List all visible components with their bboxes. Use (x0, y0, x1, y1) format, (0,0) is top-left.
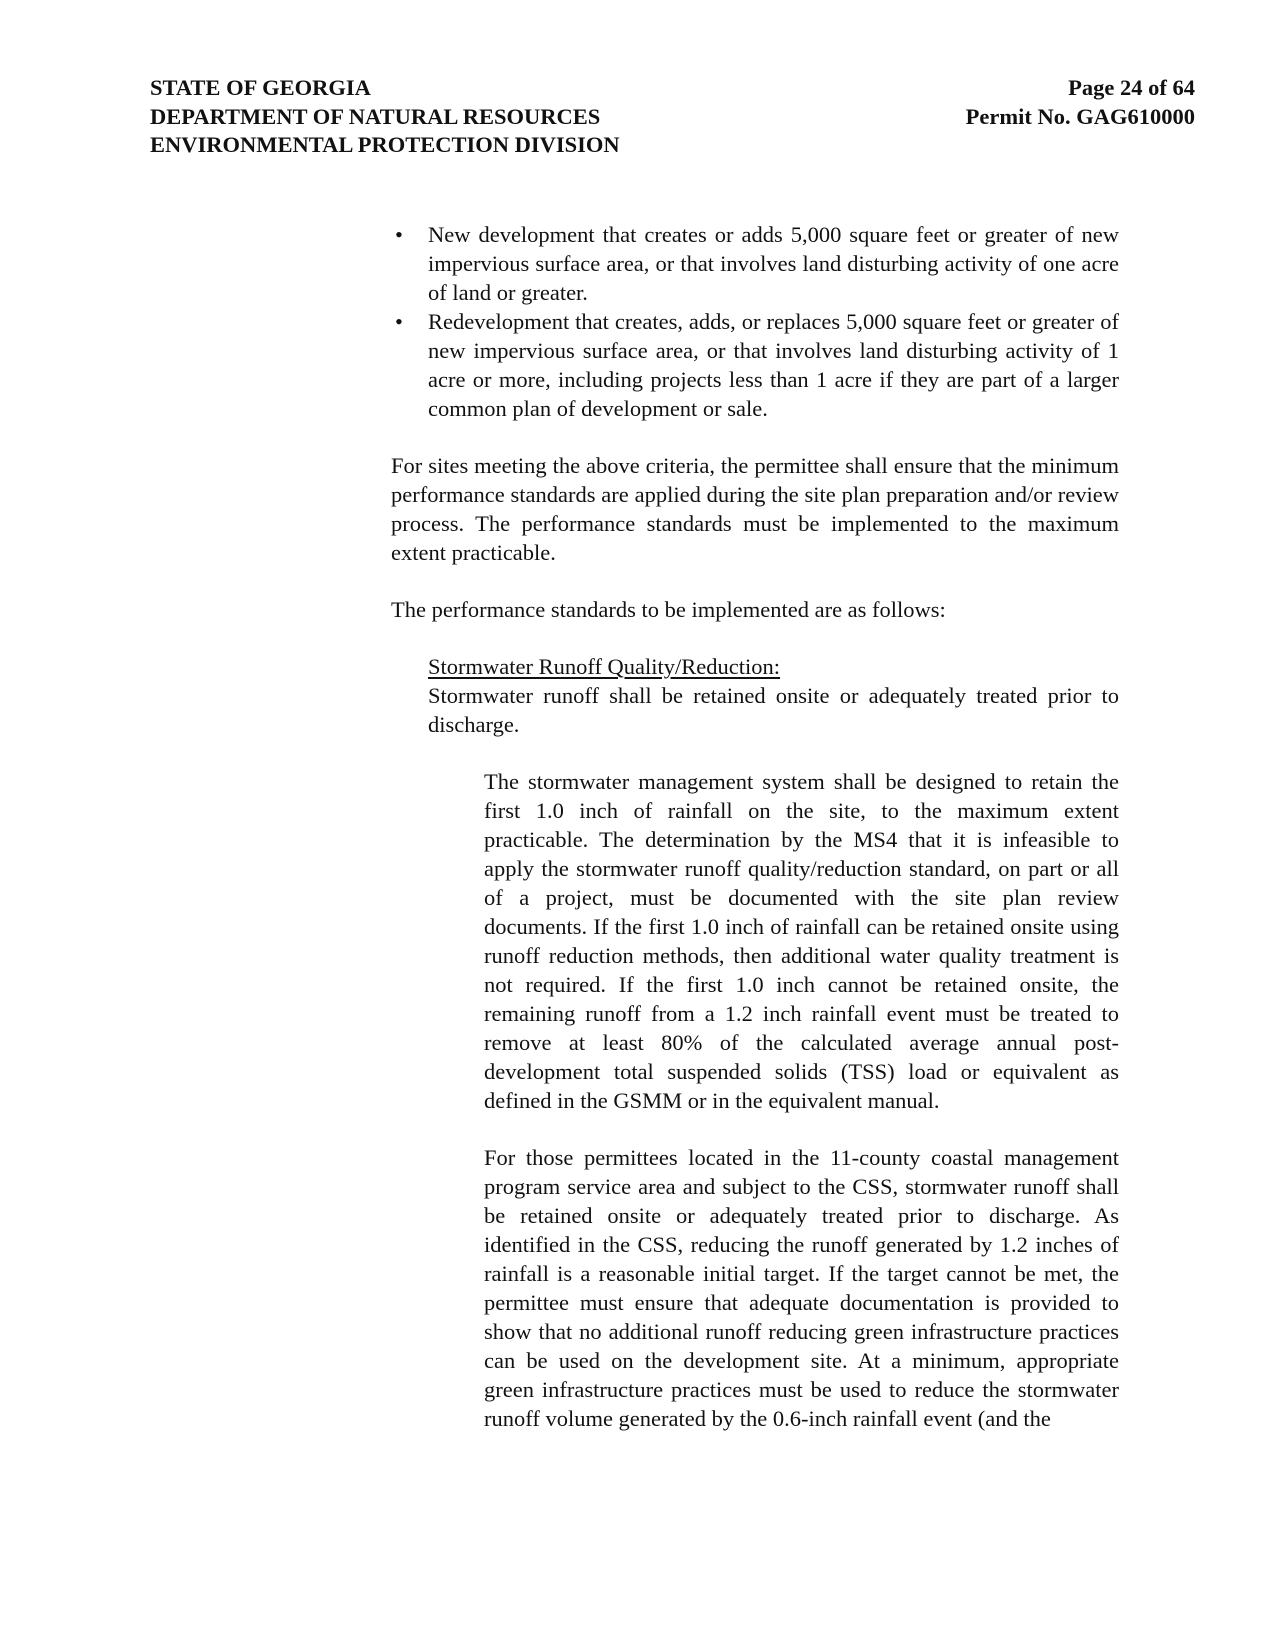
page-body (391, 220, 1119, 1433)
section-runoff-quality (428, 652, 1119, 739)
bullet-icon: • (395, 222, 403, 247)
section-intro-text: Stormwater runoff shall be retained onsite or adequately treated prior to discharge. (428, 683, 1119, 737)
criteria-paragraph: For sites meeting the above criteria, the permittee shall ensure that the minimum performance standards are applied during the site plan preparation and/or review process. The performance standards must be implemented to the maximum extent practicable. (391, 453, 1119, 565)
permit-block (765, 74, 1195, 131)
section-heading-wrapper (428, 652, 1119, 681)
agency-block (150, 74, 770, 160)
retention-paragraph: The stormwater management system shall be designed to retain the first 1.0 inch of rainfall on the site, to the maximum extent practicable. The determination by the MS4 that it is infeasible to apply the stormwater runoff quality/reduction standard, on part or all of a project, must be documented with the site plan review documents. If the first 1.0 inch of rainfall can be retained onsite using runoff reduction methods, then additional water quality treatment is not required. If the first 1.0 inch cannot be retained onsite, the remaining runoff from a 1.2 inch rainfall event must be treated to remove at least 80% of the calculated average annual post-development total suspended solids (TSS) load or equivalent as defined in the GSMM or in the equivalent manual. (484, 769, 1119, 1113)
criteria-list (391, 220, 1119, 423)
agency-state: STATE OF GEORGIA (150, 75, 371, 100)
list-item-text: New development that creates or adds 5,000 square feet or greater of new impervious surface area, or that involves land disturbing activity of one acre of land or greater. (428, 222, 1119, 305)
permit-number: Permit No. GAG610000 (965, 103, 1195, 129)
page-number: Page 24 of 64 (1068, 75, 1195, 100)
standards-intro: The performance standards to be implemented are as follows: (391, 597, 946, 622)
list-item (391, 307, 1119, 423)
bullet-icon: • (395, 309, 403, 334)
list-item-text: Redevelopment that creates, adds, or replaces 5,000 square feet or greater of new impervious surface area, or that involves land disturbing activity of 1 acre or more, including projects less than 1 acre if they are part of a larger common plan of development or sale. (428, 309, 1119, 421)
agency-division: ENVIRONMENTAL PROTECTION DIVISION (150, 132, 620, 157)
list-item (391, 220, 1119, 307)
agency-department: DEPARTMENT OF NATURAL RESOURCES (150, 103, 601, 129)
section-heading: Stormwater Runoff Quality/Reduction: (428, 654, 781, 679)
coastal-paragraph: For those permittees located in the 11-county coastal management program service area and subject to the CSS, stormwater runoff shall be retained onsite or adequately treated prior to discharge. As identified in the CSS, reducing the runoff generated by 1.2 inches of rainfall is a reasonable initial target. If the target cannot be met, the permittee must ensure that adequate documentation is provided to show that no additional runoff reducing green infrastructure practices can be used on the development site. At a minimum, appropriate green infrastructure practices must be used to reduce the stormwater runoff volume generated by the 0.6-inch rainfall event (and the (484, 1145, 1119, 1431)
